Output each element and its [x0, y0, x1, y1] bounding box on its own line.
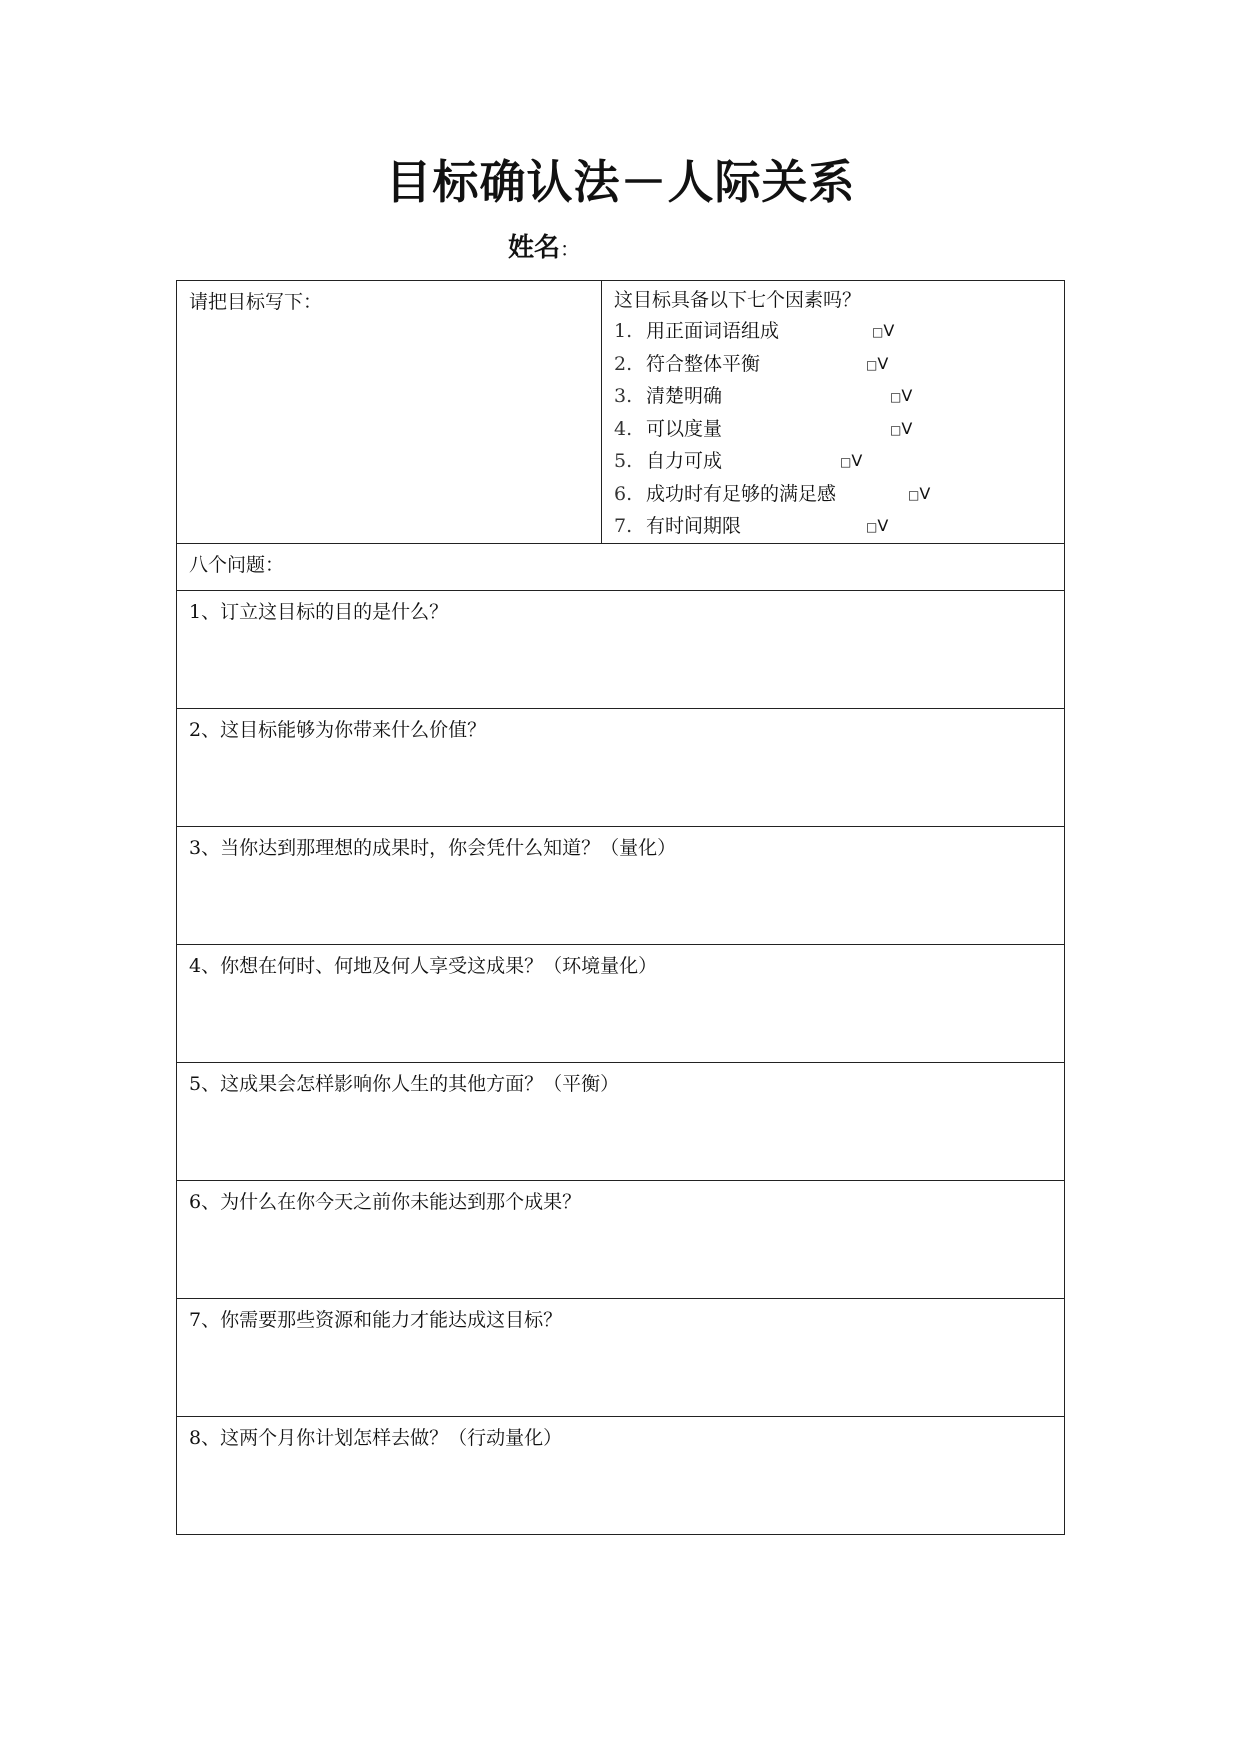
goal-form-table	[176, 280, 1065, 1535]
question-row[interactable]	[177, 1298, 1065, 1416]
question-row[interactable]	[177, 944, 1065, 1062]
question-text: 4、你想在何时、何地及何人享受这成果？（环境量化）	[189, 954, 658, 977]
criterion-item	[614, 348, 1054, 381]
criteria-cell	[602, 281, 1065, 544]
name-label: 姓名	[508, 233, 561, 263]
criterion-item	[614, 510, 1054, 543]
criterion-item	[614, 445, 1054, 478]
name-colon: ：	[560, 237, 581, 261]
question-row[interactable]	[177, 1416, 1065, 1534]
criterion-checkbox[interactable]	[840, 445, 862, 479]
goal-prompt: 请把目标写下：	[189, 291, 323, 313]
criterion-text: 自力可成	[646, 450, 723, 472]
question-row[interactable]	[177, 708, 1065, 826]
criterion-checkbox[interactable]	[866, 348, 888, 382]
criterion-item	[614, 380, 1054, 413]
checkbox-mark: V	[877, 516, 889, 535]
criteria-list	[614, 315, 1054, 543]
criteria-title: 这目标具备以下七个因素吗？	[614, 289, 862, 311]
criterion-item	[614, 413, 1054, 446]
checkbox-mark: V	[877, 353, 889, 373]
criterion-number: 2.	[614, 352, 633, 375]
question-row[interactable]	[177, 590, 1065, 708]
criterion-checkbox[interactable]	[908, 478, 930, 512]
question-text: 3、当你达到那理想的成果时，你会凭什么知道？（量化）	[189, 836, 677, 859]
criterion-number: 5.	[614, 450, 633, 472]
question-text: 8、这两个月你计划怎样去做？（行动量化）	[189, 1426, 563, 1449]
criterion-item	[614, 478, 1054, 511]
criterion-number: 4.	[614, 417, 633, 440]
checkbox-mark: V	[901, 418, 913, 438]
question-text: 1、订立这目标的目的是什么？	[189, 600, 449, 623]
goal-write-cell[interactable]	[177, 281, 602, 544]
name-field-label	[508, 228, 580, 269]
checkbox-square-icon: □	[840, 455, 852, 469]
question-row[interactable]	[177, 1062, 1065, 1180]
criterion-number: 6.	[614, 482, 633, 505]
criterion-checkbox[interactable]	[890, 413, 912, 447]
question-row[interactable]	[177, 826, 1065, 944]
checkbox-mark: V	[901, 386, 913, 405]
checkbox-square-icon: □	[890, 422, 902, 437]
criterion-checkbox[interactable]	[890, 380, 912, 414]
question-text: 6、为什么在你今天之前你未能达到那个成果？	[189, 1190, 582, 1213]
checkbox-square-icon: □	[908, 487, 920, 502]
criterion-item	[614, 315, 1054, 348]
question-text: 7、你需要那些资源和能力才能达成这目标？	[189, 1308, 563, 1331]
criterion-text: 成功时有足够的满足感	[646, 482, 837, 505]
question-text: 2、这目标能够为你带来什么价值？	[189, 718, 487, 741]
question-row[interactable]	[177, 1180, 1065, 1298]
checkbox-square-icon: □	[872, 325, 884, 339]
checkbox-mark: V	[919, 483, 931, 503]
eight-questions-label: 八个问题：	[189, 553, 285, 576]
question-text: 5、这成果会怎样影响你人生的其他方面？（平衡）	[189, 1072, 620, 1095]
page-title: 目标确认法－人际关系	[385, 155, 856, 209]
criterion-text: 可以度量	[646, 417, 723, 440]
criterion-text: 符合整体平衡	[646, 352, 761, 375]
checkbox-square-icon: □	[866, 520, 878, 534]
criterion-text: 有时间期限	[646, 515, 742, 537]
criterion-number: 3.	[614, 385, 633, 407]
criterion-checkbox[interactable]	[872, 315, 894, 349]
criterion-number: 7.	[614, 515, 633, 537]
criterion-text: 清楚明确	[646, 385, 723, 407]
criterion-text: 用正面词语组成	[646, 320, 780, 342]
checkbox-square-icon: □	[890, 390, 902, 404]
criterion-number: 1.	[614, 320, 633, 342]
criterion-checkbox[interactable]	[866, 510, 888, 544]
eight-questions-header	[177, 543, 1065, 590]
checkbox-mark: V	[851, 451, 863, 470]
checkbox-square-icon: □	[866, 357, 878, 372]
checkbox-mark: V	[883, 321, 895, 340]
